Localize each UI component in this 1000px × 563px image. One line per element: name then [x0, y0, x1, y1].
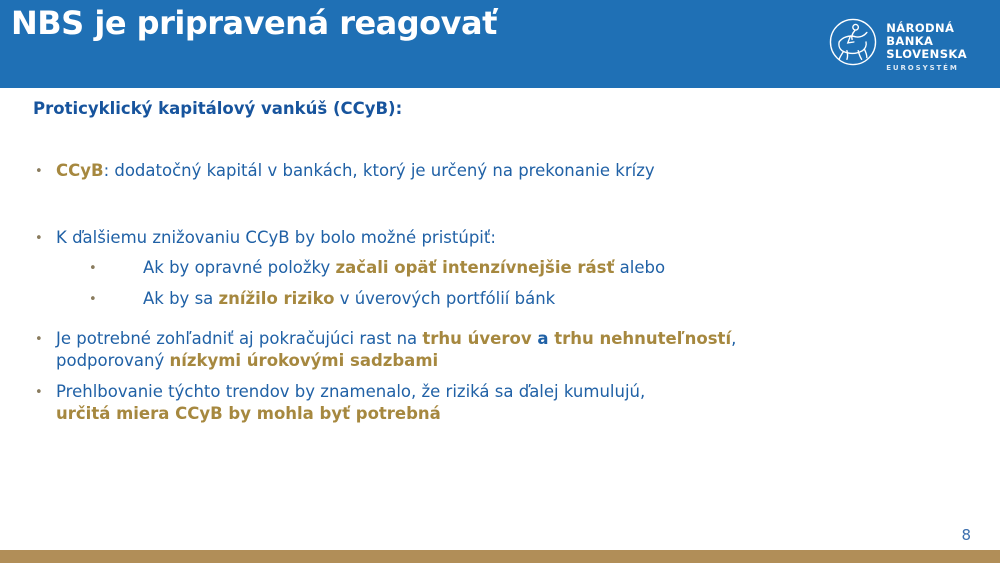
b4-highlight-potrebna: určitá miera CCyB by mohla byť potrebná: [56, 403, 441, 423]
sub2-pre: Ak by sa: [143, 289, 219, 308]
ccyb-definition-text: : dodatočný kapitál v bankách, ktorý je určený na prekonanie krízy: [103, 161, 655, 180]
sub1-pre: Ak by opravné položky: [143, 258, 336, 277]
bullet-dot-icon: •: [89, 261, 97, 276]
header-band: [0, 0, 1000, 88]
b3-highlight-uvery: trhu úverov: [422, 329, 532, 348]
znizovanie-text: K ďalšiemu znižovaniu CCyB by bolo možné pristúpiť:: [56, 228, 496, 247]
bottom-accent-bar: [0, 550, 1000, 563]
b3-mid: a: [531, 329, 555, 348]
bullet-dot-icon: •: [89, 292, 97, 307]
bullet-dot-icon: •: [35, 332, 43, 347]
sub-bullet-znizilo-riziko: [0, 288, 950, 310]
b3-highlight-sadzby: nízkymi úrokovými sadzbami: [169, 350, 439, 370]
bullet-dot-icon: •: [35, 164, 43, 179]
logo-line-narodna: NÁRODNÁ: [886, 21, 955, 35]
b3-highlight-nehnutelnosti: trhu nehnuteľností: [554, 329, 732, 348]
bullet-text: [143, 288, 950, 310]
page-number: 8: [961, 526, 971, 544]
sub2-highlight: znížilo riziko: [218, 289, 335, 308]
bullet-text: [56, 227, 950, 249]
bullet-prehlbovanie: [0, 381, 950, 424]
bullet-dot-icon: •: [35, 231, 43, 246]
b3-line2-pre: podporovaný: [56, 350, 170, 370]
content-heading: Proticyklický kapitálový vankúš (CCyB):: [33, 99, 403, 118]
sub2-post: v úverových portfólií bánk: [334, 289, 556, 308]
sub-bullet-opravne-polozky: [0, 257, 950, 279]
b4-line1: Prehlbovanie týchto trendov by znamenalo, že riziká sa ďalej kumulujú,: [56, 382, 646, 401]
bullet-ccyb-definition: [0, 160, 950, 182]
nbs-horse-rider-icon: [827, 16, 879, 68]
bullet-text: [56, 328, 950, 371]
logo-line-slovenska: SLOVENSKA: [886, 47, 967, 61]
bullet-text: [143, 257, 950, 279]
logo-line-eurosystem: EUROSYSTÉM: [886, 64, 959, 72]
slide-title: NBS je pripravená reagovať: [11, 4, 497, 42]
nbs-logo-text: [886, 22, 967, 72]
b3-comma: ,: [731, 329, 737, 348]
bullet-text: [56, 160, 950, 182]
logo-line-banka: BANKA: [886, 34, 934, 48]
ccyb-term: CCyB: [56, 161, 104, 180]
bullet-znizovanie: [0, 227, 950, 249]
bullet-rast-trhu: [0, 328, 950, 371]
sub1-post: alebo: [614, 258, 666, 277]
b3-pre: Je potrebné zohľadniť aj pokračujúci rast na: [56, 329, 423, 348]
sub1-highlight: začali opäť intenzívnejšie rásť: [335, 258, 615, 277]
bullet-text: [56, 381, 950, 424]
nbs-logo: [827, 14, 967, 72]
bullet-dot-icon: •: [35, 385, 43, 400]
